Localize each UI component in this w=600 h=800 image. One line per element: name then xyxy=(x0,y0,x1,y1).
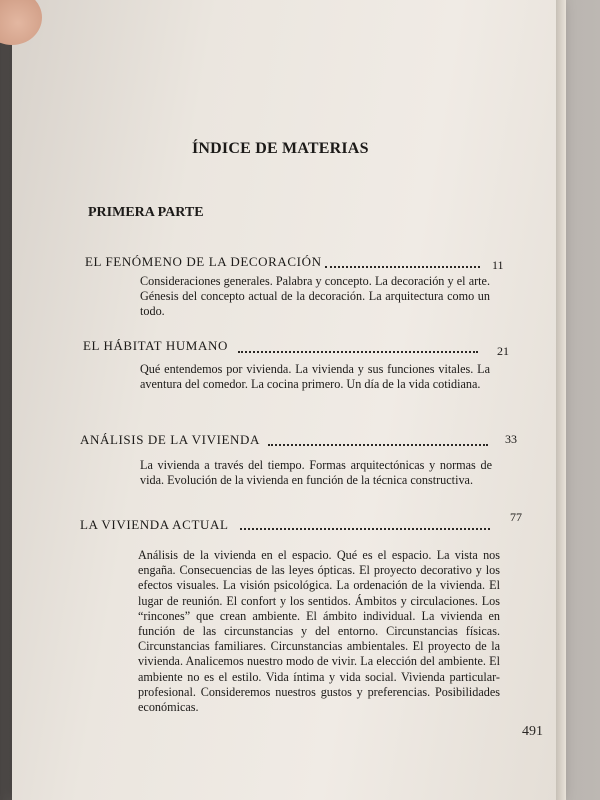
page-number: 11 xyxy=(492,258,504,272)
part-heading: PRIMERA PARTE xyxy=(88,205,204,220)
entry-description: Análisis de la vivienda en el espacio. Qué es el espacio. La vista nos engaña. Consecuencias de las leyes ópticas. El proyecto decorativo y los efectos visuales. La visión psicológica. La ordenación de la vivienda. El lugar de reunión. El confort y los sentidos. Ámbitos y circulaciones. Los “rincones” que crean ambiente. El ámbito individual. La vivienda en función de las circunstancias y del entorno. Circunstancias físicas. Circunstancias familiares. Circunstancias ambientales. El proyecto de la vivienda. Analicemos nuestro modo de vivir. La elección del ambiente. El ambiente no es el estilo. Vida íntima y vida social. Vivienda particular-profesional. Consideremos nuestros gustos y preferencias. Posibilidades económicas. xyxy=(138,548,500,715)
dot-leader xyxy=(268,444,488,446)
folio-number: 491 xyxy=(522,724,543,739)
page-number: 77 xyxy=(510,510,522,524)
entry-description: Qué entendemos por vivienda. La vivienda y sus funciones vitales. La aventura del comedor. La cocina primero. Un día de la vida cotidiana. xyxy=(140,362,490,392)
entry-heading: ANÁLISIS DE LA VIVIENDA xyxy=(80,432,261,447)
entry-heading: EL HÁBITAT HUMANO xyxy=(83,338,228,353)
dot-leader xyxy=(325,266,480,268)
dot-leader xyxy=(240,528,490,530)
entry-heading: LA VIVIENDA ACTUAL xyxy=(80,517,229,532)
index-title: ÍNDICE DE MATERIAS xyxy=(192,140,369,157)
entry-description: La vivienda a través del tiempo. Formas arquitectónicas y normas de vida. Evolución de la vivienda en función de la técnica constructiva. xyxy=(140,458,492,488)
page-number: 33 xyxy=(505,432,517,446)
dot-leader xyxy=(238,351,478,353)
entry-heading: EL FENÓMENO DE LA DECORACIÓN xyxy=(85,254,322,269)
page-number: 21 xyxy=(497,344,509,358)
entry-description: Consideraciones generales. Palabra y concepto. La decoración y el arte. Génesis del concepto actual de la decoración. La arquitectura como un todo. xyxy=(140,274,490,319)
